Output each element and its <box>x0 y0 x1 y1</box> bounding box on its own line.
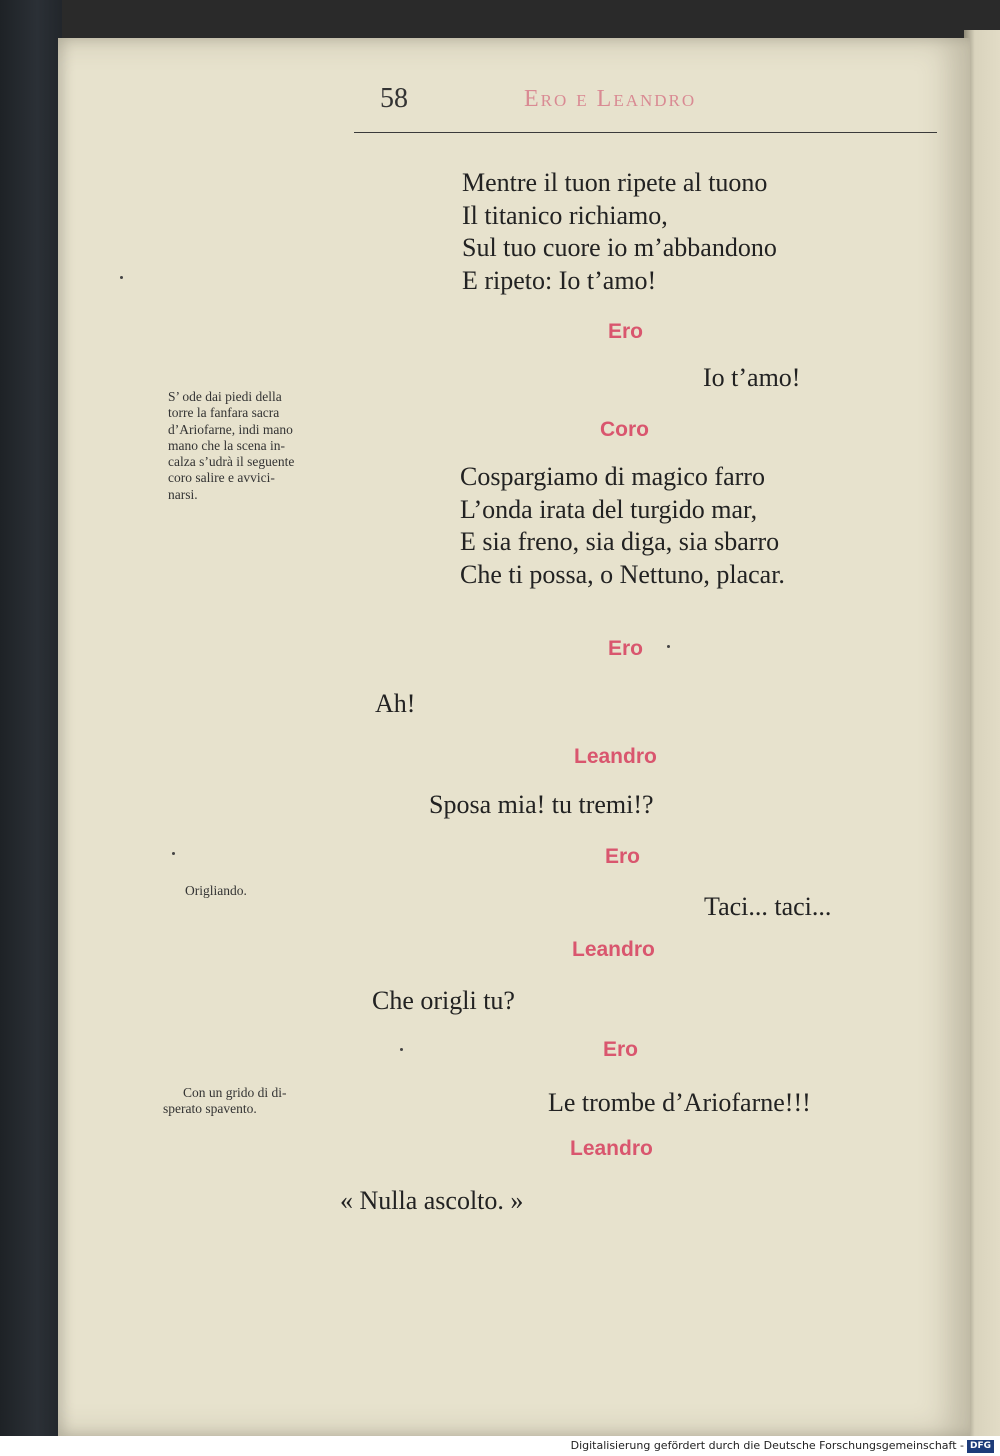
stage-direction-grido <box>163 1085 333 1118</box>
stanza-1 <box>462 167 777 297</box>
note-line: calza s’udrà il seguente <box>168 454 295 470</box>
speaker-ero: Ero <box>605 845 641 868</box>
note-line: mano che la scena in- <box>168 437 285 453</box>
verse-line: Che origli tu? <box>372 986 515 1015</box>
paper-speck <box>120 276 123 279</box>
verse-line: E sia freno, sia diga, sia sbarro <box>460 527 780 556</box>
running-title: Ero e Leandro <box>524 86 697 112</box>
dfg-logo: DFG <box>967 1440 994 1453</box>
book-binding <box>0 0 62 1436</box>
footer-bar <box>0 1436 1000 1456</box>
speaker-ero: Ero <box>603 1038 639 1061</box>
verse-line: L’onda irata del turgido mar, <box>460 494 758 524</box>
verse-line: Il titanico richiamo, <box>462 200 668 230</box>
verse-line: Ah! <box>375 689 416 718</box>
verse-line: Sul tuo cuore io m’abbandono <box>462 233 777 262</box>
stage-direction-fanfara <box>168 389 336 503</box>
speaker-ero: Ero <box>608 637 644 660</box>
note-line: coro salire e avvici- <box>168 470 275 486</box>
verse-line: Taci... taci... <box>704 892 832 921</box>
verse-line: « Nulla ascolto. » <box>340 1186 524 1215</box>
speaker-ero: Ero <box>608 320 644 343</box>
header-rule <box>354 132 937 133</box>
note-line: S’ ode dai piedi della <box>168 389 282 404</box>
note-line: Con un grido di di- <box>183 1085 287 1100</box>
note-line: d’Ariofarne, indi mano <box>168 421 293 437</box>
footer-text: Digitalisierung gefördert durch die Deutsche Forschungsgemeinschaft - <box>570 1439 964 1452</box>
speaker-leandro: Leandro <box>572 938 655 961</box>
speaker-coro: Coro <box>600 418 649 441</box>
verse-line: Io t’amo! <box>703 363 801 392</box>
verse-line: Le trombe d’Ariofarne!!! <box>548 1088 811 1117</box>
verse-line: Che ti possa, o Nettuno, placar. <box>460 559 785 589</box>
speaker-leandro: Leandro <box>570 1137 653 1160</box>
speaker-leandro: Leandro <box>574 745 657 768</box>
note-line: sperato spavento. <box>163 1101 257 1117</box>
page-number: 58 <box>380 83 408 114</box>
verse-line: E ripeto: Io t’amo! <box>462 265 657 295</box>
note-line: torre la fanfara sacra <box>168 405 280 421</box>
stage-direction-origliando: Origliando. <box>185 883 247 898</box>
note-line: narsi. <box>168 486 198 502</box>
verse-line: Mentre il tuon ripete al tuono <box>462 168 768 197</box>
paper-speck <box>667 645 670 648</box>
paper-speck <box>400 1048 403 1051</box>
verse-line: Cospargiamo di magico farro <box>460 462 765 491</box>
verse-line: Sposa mia! tu tremi!? <box>429 790 654 819</box>
stanza-coro <box>460 461 785 591</box>
paper-speck <box>172 852 175 855</box>
